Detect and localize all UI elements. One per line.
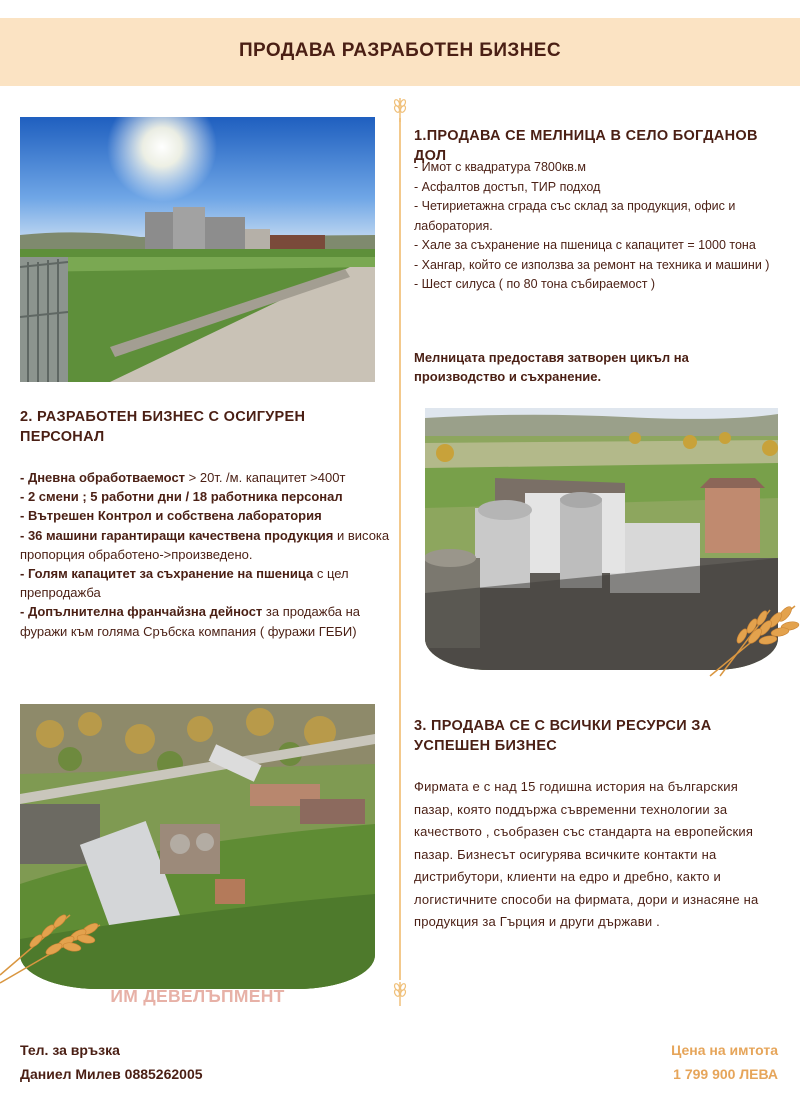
list-item: - 36 машини гарантиращи качествена продукция и висока пропорция обработено->произведено.: [20, 527, 390, 562]
list-item: - Хале за съхранение на пшеница с капацитет = 1000 тона: [414, 238, 756, 252]
section-3-paragraph: Фирмата е с над 15 годишна история на българския пазар, която поддържа съвременни технологии за качеството , съобразен със стандарта на европейския пазар. Бизнесът осигурява всичките контакти на дистрибутори, клиенти на едро и дребно, както и логистичните способи на фирмата, дори и изнасяне на продукция за Гърция и други държави .: [414, 779, 759, 929]
contact-label: Тел. за връзка: [20, 1042, 120, 1058]
list-item: - Четириетажна сграда със склад за продукция, офис и лаборатория.: [414, 199, 736, 233]
list-item: - 2 смени ; 5 работни дни / 18 работника персонал: [20, 489, 343, 505]
price-block: [671, 1038, 778, 1086]
section-2-list: [20, 468, 392, 641]
list-item: - Асфалтов достъп, ТИР подход: [414, 179, 601, 194]
section-2-title: 2. РАЗРАБОТЕН БИЗНЕС С ОСИГУРЕН ПЕРСОНАЛ: [20, 409, 306, 445]
contact-block: [20, 1038, 203, 1086]
list-item: - Голям капацитет за съхранение на пшеница с цел препродажба: [20, 566, 349, 601]
section-1-title: 1.ПРОДАВА СЕ МЕЛНИЦА В СЕЛО БОГДАНОВ ДОЛ: [414, 128, 758, 164]
wheat-ear-icon: [391, 96, 409, 122]
list-item: - Хангар, който се използва за ремонт на техника и машини ): [414, 257, 770, 272]
header-banner: [0, 18, 800, 86]
list-item: - Имот с квадратура 7800кв.м: [414, 160, 586, 174]
page-title: ПРОДАВА РАЗРАБОТЕН БИЗНЕС: [238, 40, 562, 61]
contact-name-phone[interactable]: Даниел Милев 0885262005: [20, 1066, 203, 1082]
list-item: - Дневна обработваемост > 20т. /м. капацитет >400т: [20, 470, 346, 485]
price-value: 1 799 900 ЛЕВА: [673, 1066, 778, 1082]
section-1-list: [414, 158, 782, 295]
center-divider: [399, 118, 401, 980]
watermark-text: ИМ ДЕВЕЛЪПМЕНТ: [110, 986, 285, 1006]
wheat-decoration-icon: [0, 905, 110, 985]
wheat-decoration-icon: [690, 598, 800, 680]
section-1-closing: Мелницата предоставя затворен цикъл на производство и съхранение.: [414, 350, 689, 384]
wheat-ear-icon: [391, 980, 409, 1006]
list-item: - Вътрешен Контрол и собствена лаборатория: [20, 508, 322, 524]
price-label: Цена на имтота: [671, 1042, 778, 1058]
mill-photo-sunny: [20, 117, 375, 382]
list-item: - Шест силуса ( по 80 тона събираемост ): [414, 277, 656, 291]
section-3-title: 3. ПРОДАВА СЕ С ВСИЧКИ РЕСУРСИ ЗА УСПЕШЕН БИЗНЕС: [414, 718, 712, 754]
list-item: - Допълнителна франчайзна дейност за продажба на фуражи към голяма Сръбска компания ( фуражи ГЕБИ): [20, 604, 360, 639]
